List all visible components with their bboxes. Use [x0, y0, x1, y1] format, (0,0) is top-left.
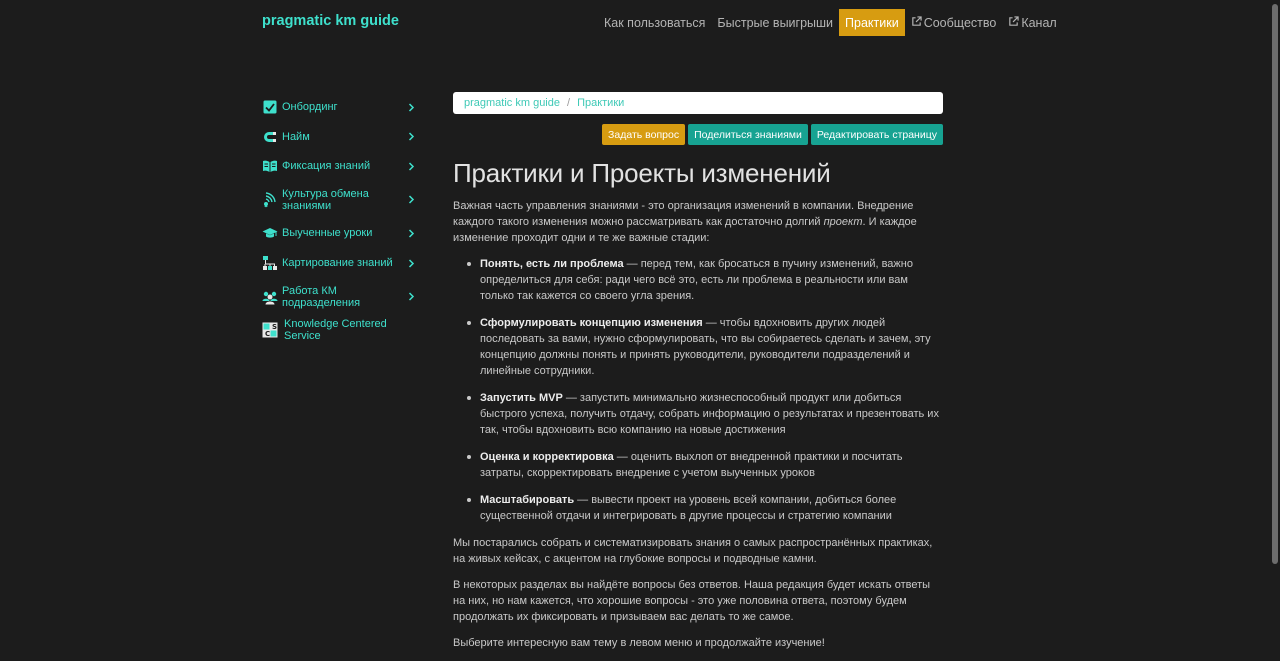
sidebar-item-kcs[interactable] — [262, 315, 418, 344]
hierarchy-icon — [262, 255, 278, 271]
chevron-right-icon — [408, 259, 415, 268]
kcs-icon — [262, 322, 278, 338]
page-title: Практики и Проекты изменений — [453, 158, 831, 188]
brand-link[interactable]: pragmatic km guide — [262, 13, 399, 29]
stage-text: — перед тем, как бросаться в пучину изменений, важно определиться для себя: ради чего всё это, есть ли проблема в реальности или вам только так кажется со своего угла зрения. — [480, 258, 913, 302]
summary-paragraph: Мы постарались собрать и систематизировать знания о самых распространённых практиках, на живых кейсах, с акцентом на глубокие вопросы и подводные камни. — [453, 537, 933, 565]
stage-title: Сформулировать концепцию изменения — [480, 317, 703, 329]
top-navbar — [0, 0, 1270, 44]
sidebar-item-knowledge-capture[interactable] — [262, 151, 418, 181]
sidebar-item-label: Онбординг — [282, 101, 338, 113]
article-body — [453, 198, 943, 651]
checklist-icon — [262, 99, 278, 115]
svg-text:S: S — [272, 322, 278, 331]
sidebar-item-label: Картирование знаний — [282, 257, 393, 269]
chevron-right-icon — [408, 195, 415, 204]
list-item — [480, 449, 943, 481]
nav-channel[interactable] — [1002, 9, 1062, 36]
edit-page-button[interactable]: Редактировать страницу — [811, 124, 943, 145]
sidebar-item-label: Фиксация знаний — [282, 160, 371, 172]
sidebar-item-label: Найм — [282, 130, 310, 143]
graduation-cap-icon — [262, 225, 278, 241]
signal-person-icon — [262, 192, 278, 208]
sidebar-item-onboarding[interactable] — [262, 92, 418, 122]
questions-paragraph: В некоторых разделах вы найдёте вопросы без ответов. Наша редакция будет искать ответы на них, но нам кажется, что хорошие вопросы - это уже половина ответа, поэтому будем продолжать их фиксировать и призываем вас делать то же самое. — [453, 579, 931, 623]
sidebar-item-hiring[interactable] — [262, 122, 418, 151]
nav-practices[interactable] — [839, 9, 905, 36]
team-icon — [262, 289, 278, 305]
stage-title: Понять, есть ли проблема — [480, 258, 624, 270]
list-item — [480, 492, 943, 524]
chevron-right-icon — [408, 292, 415, 301]
chevron-right-icon — [408, 162, 415, 171]
breadcrumb-current: Практики — [577, 97, 625, 109]
chevron-right-icon — [408, 103, 415, 112]
magnet-icon — [262, 129, 278, 145]
breadcrumb-root-link[interactable]: pragmatic km guide — [464, 97, 560, 109]
stage-text: — чтобы вдохновить других людей последовать за вами, нужно сформулировать, что вы собираетесь сделать и зачем, эту концепцию должны понять и принять руководители, руководители подразделений и линейные сотрудники. — [480, 317, 931, 377]
list-item — [480, 390, 943, 438]
nav-practices-label: Практики — [845, 15, 899, 30]
intro-emphasis: проект — [823, 216, 863, 228]
chevron-right-icon — [408, 132, 415, 141]
sidebar-item-label: Knowledge Centered Service — [284, 317, 387, 342]
open-book-icon — [262, 158, 278, 174]
intro-text-start: Важная часть управления знаниями - это организация изменений в компании. Внедрение каждого такого изменения можно рассматривать как достаточно долгий — [453, 200, 914, 228]
sidebar-item-lessons-learned[interactable] — [262, 218, 418, 248]
stage-title: Масштабировать — [480, 494, 575, 506]
stage-text: — запустить минимально жизнеспособный продукт или добиться быстрого успеха, получить отдачу, собрать информацию о результатах и презентовать их так, чтобы вдохновить всю компанию на новые достижения — [480, 392, 939, 436]
external-link-icon — [911, 16, 922, 27]
nav-quick-wins[interactable] — [711, 9, 839, 36]
main-nav — [598, 9, 1063, 36]
stages-list — [453, 256, 943, 524]
sidebar-item-label: Культура обмена знаниями — [282, 187, 369, 212]
stage-text: — оценить выхлоп от внедренной практики и посчитать затраты, скорректировать внедрение с учетом выученных уроков — [480, 451, 903, 479]
call-to-action-paragraph: Выберите интересную вам тему в левом меню и продолжайте изучение! — [453, 637, 825, 649]
nav-quick-wins-label: Быстрые выигрыши — [717, 15, 834, 30]
nav-how-to-use-label: Как пользоваться — [604, 15, 706, 30]
main-content — [453, 92, 943, 661]
sidebar-item-knowledge-sharing-culture[interactable] — [262, 181, 418, 218]
ask-question-button[interactable]: Задать вопрос — [602, 124, 685, 145]
breadcrumb — [453, 92, 943, 114]
sidebar — [262, 92, 418, 344]
page-actions — [453, 124, 943, 145]
list-item — [480, 315, 943, 379]
list-item — [480, 256, 943, 304]
nav-community[interactable] — [905, 9, 1003, 36]
nav-community-label: Сообщество — [923, 15, 997, 30]
chevron-right-icon — [408, 229, 415, 238]
nav-how-to-use[interactable] — [598, 9, 711, 36]
nav-channel-label: Канал — [1021, 15, 1057, 30]
stage-title: Оценка и корректировка — [480, 451, 614, 463]
sidebar-item-label: Выученные уроки — [282, 227, 373, 239]
external-link-icon — [1008, 16, 1019, 27]
intro-text-end: . И каждое изменение проходит одни и те же важные стадии: — [453, 216, 917, 244]
stage-title: Запустить MVP — [480, 392, 563, 404]
scrollbar-thumb[interactable] — [1272, 4, 1278, 564]
sidebar-item-km-department[interactable] — [262, 278, 418, 315]
svg-text:C: C — [265, 329, 271, 338]
stage-text: — вывести проект на уровень всей компании, добиться более существенной отдачи и интегрировать в другие процессы и стратегию компании — [480, 494, 897, 522]
intro-paragraph — [453, 198, 943, 246]
page-scrollbar[interactable] — [1270, 0, 1280, 649]
share-knowledge-button[interactable]: Поделиться знаниями — [688, 124, 808, 145]
sidebar-item-knowledge-mapping[interactable] — [262, 248, 418, 278]
breadcrumb-separator: / — [567, 97, 571, 109]
sidebar-item-label: Работа КМ подразделения — [282, 284, 361, 309]
